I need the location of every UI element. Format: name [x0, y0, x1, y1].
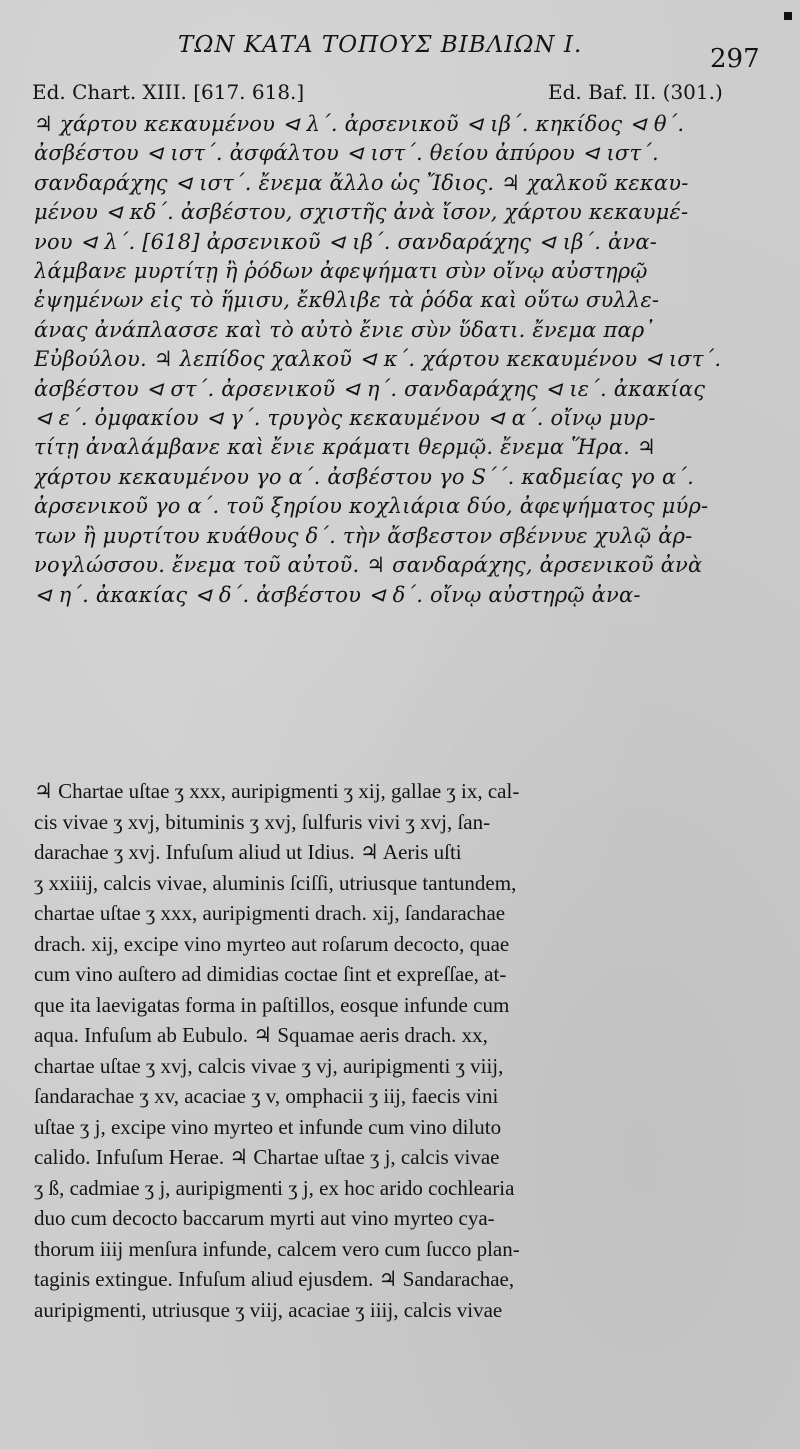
- latin-line: que ita laevigatas forma in paſtillos, eosque infunde cum: [34, 992, 510, 1017]
- latin-line: ʒ xxiiij, calcis vivae, aluminis ſciſſi, utriusque tantundem,: [34, 870, 517, 895]
- greek-line: χάρτου κεκαυμένου γο α΄. ἀσβέστου γο S΄΄. καδμείας γο α΄.: [34, 464, 694, 489]
- greek-line: ♃ χάρτου κεκαυμένου ⊲ λ΄. ἀρσενικοῦ ⊲ ιβ΄. κηκίδος ⊲ θ΄.: [34, 112, 685, 136]
- running-head: [0, 30, 800, 74]
- greek-line: ἀσβέστου ⊲ στ΄. ἀρσενικοῦ ⊲ η΄. σανδαράχης ⊲ ιε΄. ἀκακίας: [34, 376, 706, 401]
- greek-line: νογλώσσου. ἔνεμα τοῦ αὐτοῦ. ♃ σανδαράχης, ἀρσενικοῦ ἀνὰ: [34, 553, 703, 578]
- greek-line: ⊲ ε΄. ὀμφακίου ⊲ γ΄. τρυγὸς κεκαυμένου ⊲ α΄. οἴνῳ μυρ-: [34, 406, 656, 431]
- edition-left: Ed. Chart. XIII. [617. 618.]: [32, 80, 305, 104]
- latin-line: cis vivae ʒ xvj, bituminis ʒ xvj, ſulfuris vivi ʒ xvj, ſan-: [34, 809, 491, 834]
- latin-text-block: [34, 776, 770, 1325]
- edition-references: [0, 80, 800, 110]
- latin-line: darachae ʒ xvj. Infuſum aliud ut Idius. ♃ Aeris uſti: [34, 840, 462, 864]
- latin-line: taginis extingue. Infuſum aliud ejusdem. ♃ Sandarachae,: [34, 1267, 515, 1291]
- latin-line: ♃ Chartae uſtae ʒ xxx, auripigmenti ʒ xij, gallae ʒ ix, cal-: [34, 779, 520, 803]
- latin-line: uſtae ʒ j, excipe vino myrteo et infunde cum vino diluto: [34, 1114, 502, 1139]
- greek-line: των ἢ μυρτίτου κυάθους δ΄. τὴν ἄσβεστον σβέννυε χυλῷ ἀρ-: [34, 523, 693, 548]
- greek-line: τίτῃ ἀναλάμβανε καὶ ἔνιε κράματι θερμῷ. ἔνεμα Ἥρα. ♃: [34, 435, 656, 460]
- greek-line: ἀρσενικοῦ γο α΄. τοῦ ξηρίου κοχλιάρια δύο, ἀφεψήματος μύρ-: [34, 494, 709, 519]
- greek-line: άνας ἀνάπλασσε καὶ τὸ αὐτὸ ἔνιε σὺν ὕδατι. ἔνεμα παρ᾽: [34, 317, 656, 342]
- greek-line: ⊲ η΄. ἀκακίας ⊲ δ΄. ἀσβέστου ⊲ δ΄. οἴνῳ αὐστηρῷ ἀνα-: [34, 582, 641, 607]
- latin-line: ſandarachae ʒ xv, acaciae ʒ v, omphacii ʒ iij, faecis vini: [34, 1084, 499, 1108]
- page-number: 297: [710, 44, 760, 74]
- latin-line: duo cum decocto baccarum myrti aut vino myrteo cya-: [34, 1206, 495, 1230]
- latin-line: calido. Infuſum Herae. ♃ Chartae uſtae ʒ j, calcis vivae: [34, 1145, 500, 1169]
- latin-line: auripigmenti, utriusque ʒ viij, acaciae ʒ iiij, calcis vivae: [34, 1297, 503, 1322]
- latin-line: aqua. Infuſum ab Eubulo. ♃ Squamae aeris drach. xx,: [34, 1023, 488, 1047]
- greek-line: ἀσβέστου ⊲ ιστ΄. ἀσφάλτου ⊲ ιστ΄. θείου ἀπύρου ⊲ ιστ΄.: [34, 141, 659, 166]
- greek-line: σανδαράχης ⊲ ιστ΄. ἔνεμα ἄλλο ὡς Ἴδιος. ♃ χαλκοῦ κεκαυ-: [34, 170, 689, 195]
- greek-line: μένου ⊲ κδ΄. ἀσβέστου, σχιστῆς ἀνὰ ἴσον, χάρτου κεκαυμέ-: [34, 200, 689, 225]
- edition-right: Ed. Baf. II. (301.): [548, 80, 723, 104]
- latin-line: ʒ ß, cadmiae ʒ j, auripigmenti ʒ j, ex hoc arido cochlearia: [34, 1175, 515, 1200]
- greek-text-block: [34, 110, 770, 610]
- latin-line: chartae uſtae ʒ xvj, calcis vivae ʒ vj, auripigmenti ʒ viij,: [34, 1053, 504, 1078]
- greek-line: ἑψημένων εἰς τὸ ἥμισυ, ἔκθλιβε τὰ ῥόδα καὶ οὕτω συλλε-: [34, 288, 660, 313]
- latin-line: drach. xij, excipe vino myrteo aut roſarum decocto, quae: [34, 931, 510, 956]
- corner-mark: [784, 12, 792, 20]
- running-title: ΤΩΝ ΚΑΤΑ ΤΟΠΟΥΣ ΒΙΒΛΙΩΝ Ι.: [178, 32, 583, 58]
- latin-line: thorum iiij menſura infunde, calcem vero cum ſucco plan-: [34, 1236, 520, 1261]
- latin-line: cum vino auſtero ad dimidias coctae ſint et expreſſae, at-: [34, 962, 507, 986]
- greek-line: νου ⊲ λ΄. [618] ἀρσενικοῦ ⊲ ιβ΄. σανδαράχης ⊲ ιβ΄. ἀνα-: [34, 229, 658, 254]
- greek-line: λάμβανε μυρτίτῃ ἢ ῥόδων ἀφεψήματι σὺν οἴνῳ αὐστηρῷ: [34, 259, 648, 284]
- greek-line: Εὐβούλου. ♃ λεπίδος χαλκοῦ ⊲ κ΄. χάρτου κεκαυμένου ⊲ ιστ΄.: [34, 347, 722, 372]
- latin-line: chartae uſtae ʒ xxx, auripigmenti drach. xij, ſandarachae: [34, 901, 506, 925]
